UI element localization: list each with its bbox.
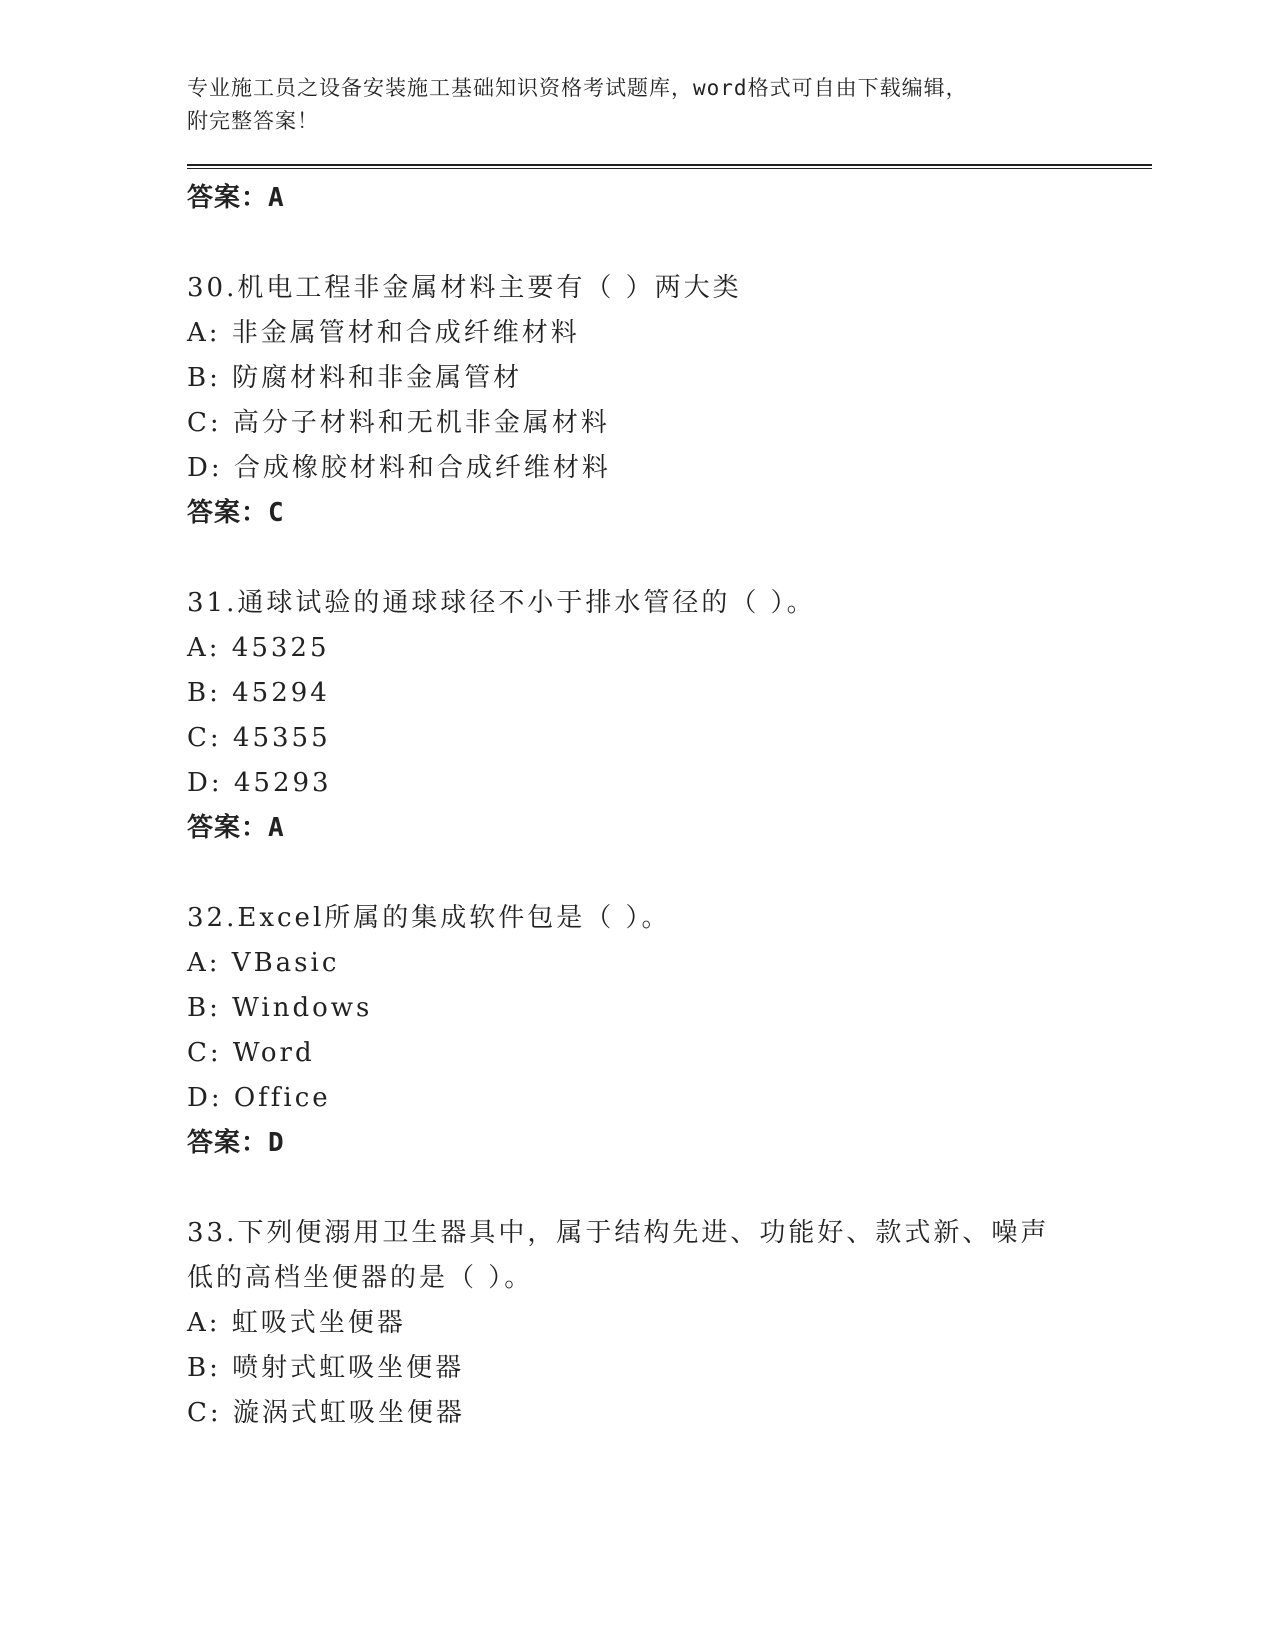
answer-line: 答案：A	[187, 183, 285, 213]
question-32	[187, 896, 1152, 1166]
question-text: 32.Excel所属的集成软件包是（ ）。	[187, 903, 671, 933]
option-a: A: 非金属管材和合成纤维材料	[187, 318, 580, 348]
option-a: A: 45325	[187, 633, 330, 663]
question-text: 33.下列便溺用卫生器具中，属于结构先进、功能好、款式新、噪声低的高档坐便器的是（ ）。	[187, 1218, 1050, 1293]
option-d: D: 45293	[187, 768, 332, 798]
header-divider	[187, 164, 1152, 169]
header-line-1: 专业施工员之设备安装施工基础知识资格考试题库，word格式可自由下载编辑，	[187, 76, 968, 100]
option-b: B: 喷射式虹吸坐便器	[187, 1353, 465, 1383]
answer-line: 答案：D	[187, 1128, 285, 1158]
option-d: D: 合成橡胶材料和合成纤维材料	[187, 453, 611, 483]
answer-line: 答案：A	[187, 813, 285, 843]
question-33	[187, 1211, 1152, 1436]
option-a: A: VBasic	[187, 948, 340, 978]
page-header	[187, 72, 1067, 138]
option-b: B: Windows	[187, 993, 373, 1023]
document-page	[187, 72, 1152, 1436]
header-line-2: 附完整答案！	[187, 109, 319, 133]
option-b: B: 防腐材料和非金属管材	[187, 363, 523, 393]
option-b: B: 45294	[187, 678, 330, 708]
option-c: C: 高分子材料和无机非金属材料	[187, 408, 610, 438]
answer-line: 答案：C	[187, 498, 285, 528]
option-d: D: Office	[187, 1083, 331, 1113]
option-c: C: 漩涡式虹吸坐便器	[187, 1398, 465, 1428]
option-a: A: 虹吸式坐便器	[187, 1308, 406, 1338]
question-text: 31.通球试验的通球球径不小于排水管径的（ ）。	[187, 588, 816, 618]
question-31	[187, 581, 1152, 851]
question-text: 30.机电工程非金属材料主要有（ ）两大类	[187, 273, 742, 303]
question-30	[187, 266, 1152, 536]
option-c: C: 45355	[187, 723, 331, 753]
option-c: C: Word	[187, 1038, 315, 1068]
